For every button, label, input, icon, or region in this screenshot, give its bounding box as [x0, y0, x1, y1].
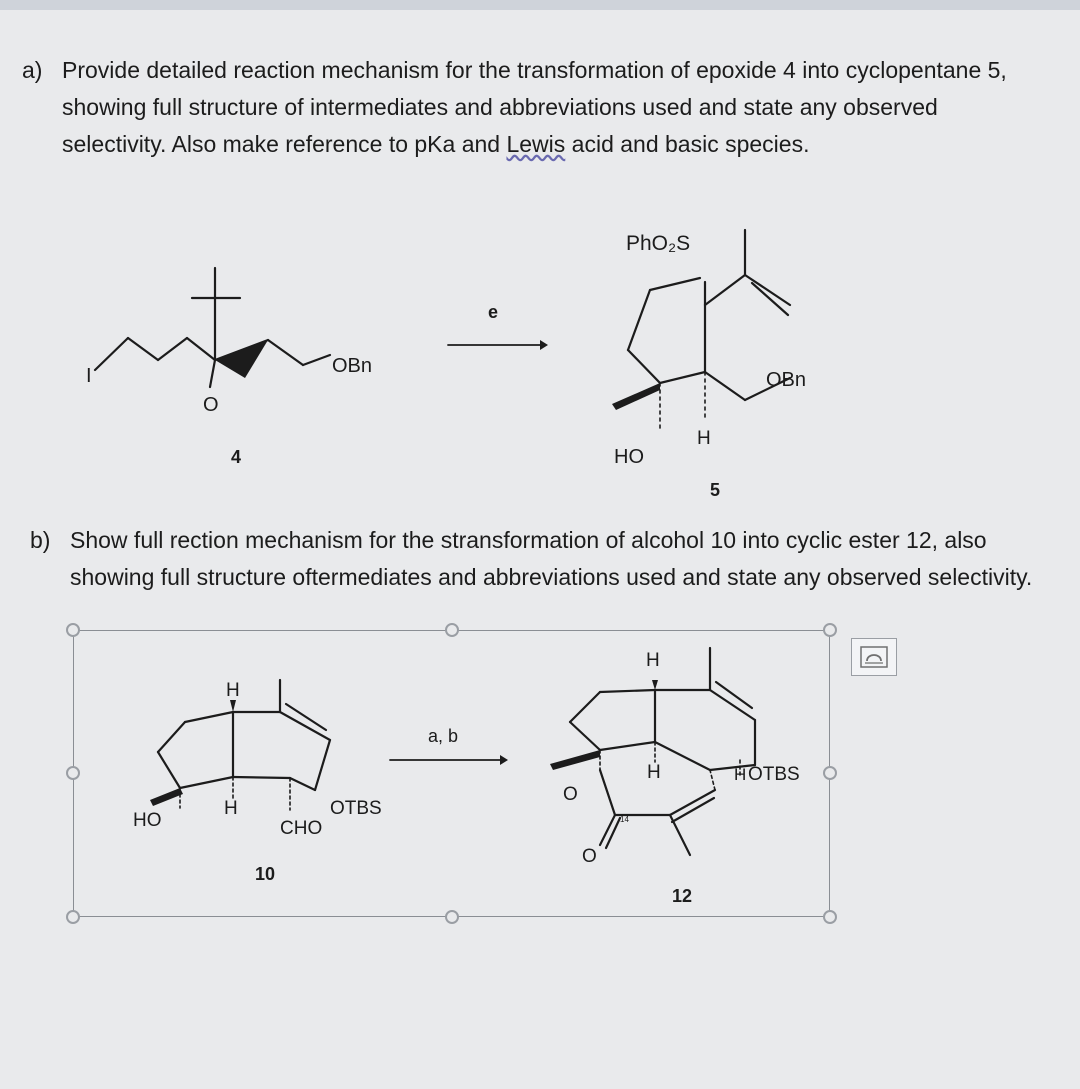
hydrogen-label-5: H: [697, 428, 711, 449]
reaction-arrow-a: [448, 340, 548, 350]
iodo-label: I: [86, 365, 92, 387]
epoxide-wedge: [215, 340, 268, 378]
epoxide-oxygen-label: O: [203, 394, 219, 416]
small-number-label: 14: [620, 815, 629, 824]
obn-label-right: OBn: [766, 369, 807, 391]
compound-12-number: 12: [672, 886, 693, 906]
hydrogen-top-label-12: H: [646, 650, 660, 671]
carbonyl-oxygen-label-12: O: [582, 846, 597, 867]
hydrogen-top-label-10: H: [226, 680, 240, 701]
selection-handle-top-right[interactable]: [823, 623, 837, 637]
obn-label-left: OBn: [332, 355, 373, 377]
selection-handle-middle-left[interactable]: [66, 766, 80, 780]
question-b-letter: b): [30, 527, 51, 553]
selection-handle-top-center[interactable]: [445, 623, 459, 637]
hydrogen-mid-label-12: H: [647, 762, 661, 783]
methyl-wedge-5: [612, 383, 660, 410]
hydroxyl-label-10: HO: [133, 810, 162, 831]
selection-handle-bottom-left[interactable]: [66, 910, 80, 924]
selection-handle-bottom-center[interactable]: [445, 910, 459, 924]
compound-5-number: 5: [710, 480, 721, 500]
question-b-text-2: termediates and abbreviations used and state any observed selectivity.: [311, 564, 1033, 590]
selection-handle-top-left[interactable]: [66, 623, 80, 637]
layout-options-icon: [859, 644, 889, 670]
selection-handle-middle-right[interactable]: [823, 766, 837, 780]
ring-oxygen-label-12: O: [563, 784, 578, 805]
question-b-text-1: Show full rection mechanism for the stransformation of alcohol 10 into cyclic ester 12, also showing full structure of: [70, 527, 987, 590]
question-a-text-1: Provide detailed reaction mechanism for the transformation of epoxide 4 into cyclopentane 5, showing full structure of intermediates and abbreviations used and state any observed selectivity. Also make reference to pKa and: [62, 57, 1007, 157]
reagents-ab-label: a, b: [428, 726, 459, 746]
otbs-label-12: OTBS: [748, 764, 800, 785]
compound-10-number: 10: [255, 864, 276, 884]
question-a-text-2: acid and basic species.: [565, 131, 810, 157]
hydrogen-bottom-label-10: H: [224, 798, 238, 819]
layout-options-button[interactable]: [851, 638, 897, 676]
reagent-e-label: e: [488, 302, 499, 322]
image-selection-box[interactable]: [73, 630, 830, 917]
aldehyde-label-10: CHO: [280, 818, 323, 839]
epoxide-4-structure: [95, 268, 330, 387]
hydroxyl-label-5: HO: [614, 446, 644, 468]
selection-handle-bottom-right[interactable]: [823, 910, 837, 924]
compound-4-number: 4: [231, 447, 242, 467]
hydrogen-right-label-12: H: [734, 765, 747, 784]
sulfonyl-label: PhO₂S: [626, 232, 691, 255]
cyclopentane-5-structure: [628, 230, 790, 432]
question-a-letter: a): [22, 57, 43, 83]
question-a-spellcheck-word: Lewis: [506, 131, 566, 157]
otbs-label-10: OTBS: [330, 798, 382, 819]
